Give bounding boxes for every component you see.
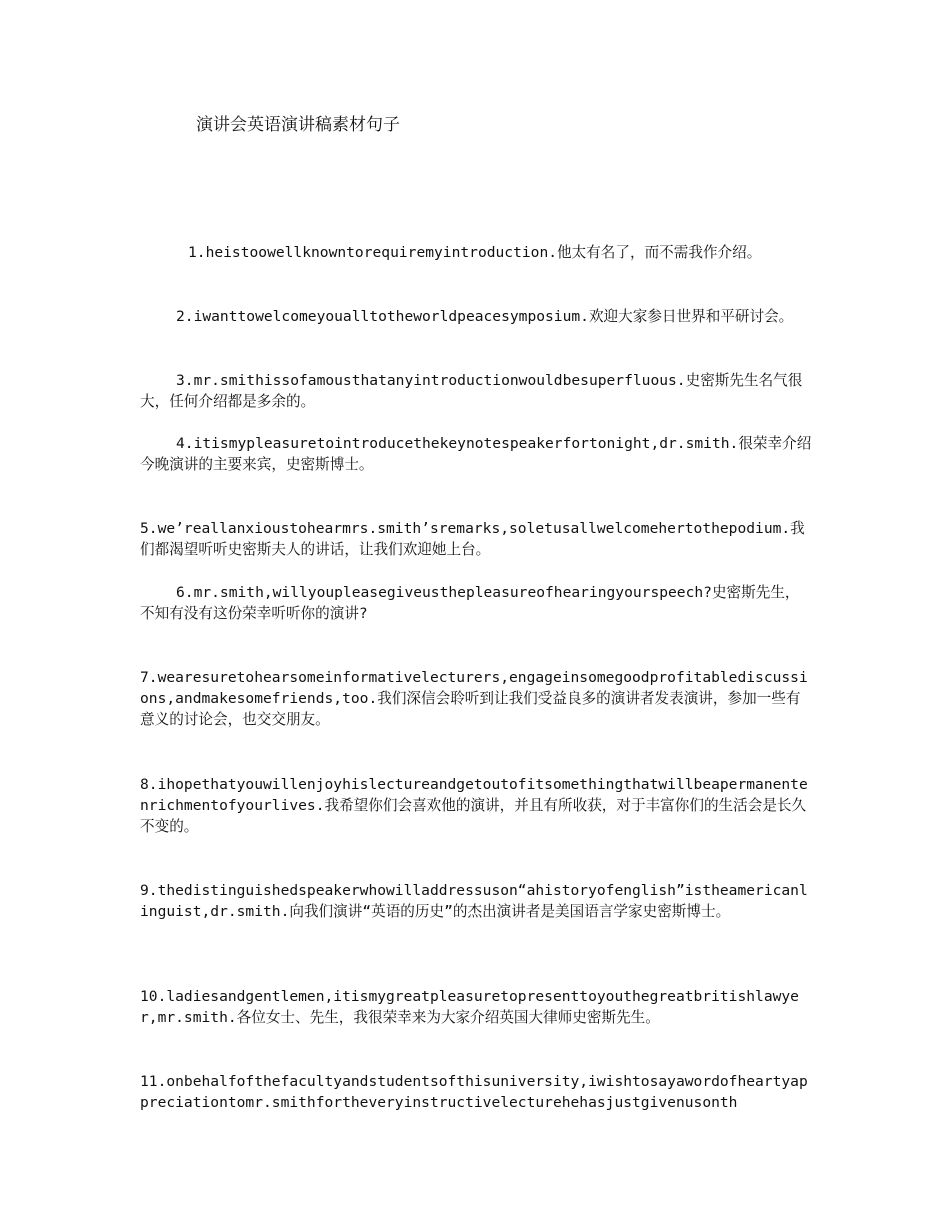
paragraph-1: 1.heistoowellknowntorequiremyintroduction.他太有名了，而不需我作介绍。 <box>188 244 762 261</box>
paragraph-5: 5.we’reallanxioustohearmrs.smith’sremarks,soletusallwelcomehertothepodium.我们都渴望听听史密斯夫人的讲话，让我们欢迎她上台。 <box>140 520 805 558</box>
paragraph-2: 2.iwanttowelcomeyoualltotheworldpeacesymposium.欢迎大家参日世界和平研讨会。 <box>176 308 794 325</box>
paragraph-4: 4.itismypleasuretointroducethekeynotespeakerfortonight,dr.smith.很荣幸介绍今晚演讲的主要来宾，史密斯博士。 <box>140 435 812 473</box>
paragraph-3: 3.mr.smithissofamousthatanyintroductionwouldbesuperfluous.史密斯先生名气很大，任何介绍都是多余的。 <box>140 372 803 410</box>
paragraph-6: 6.mr.smith,willyoupleasegiveusthepleasureofhearingyourspeech?史密斯先生，不知有没有这份荣幸听听你的演讲? <box>140 584 800 622</box>
document-title: 演讲会英语演讲稿素材句子 <box>196 115 400 135</box>
paragraph-8: 8.ihopethatyouwillenjoyhislectureandgetoutofitsomethingthatwillbeapermanentenrichmentofyourlives.我希望你们会喜欢他的演讲，并且有所收获，对于丰富你们的生活会是长久不变的。 <box>140 776 808 835</box>
paragraph-9: 9.thedistinguishedspeakerwhowilladdressuson“ahistoryofenglish”istheamericanlinguist,dr.smith.向我们演讲“英语的历史”的杰出演讲者是美国语言学家史密斯博士。 <box>140 882 808 920</box>
paragraph-11: 11.onbehalfofthefacultyandstudentsofthisuniversity,iwishtosayawordofheartyappreciationtomr.smithfortheveryinstructivelecturehehasjustgivenusonth <box>140 1073 808 1111</box>
paragraph-10: 10.ladiesandgentlemen,itismygreatpleasuretopresenttoyouthegreatbritishlawyer,mr.smith.各位女士、先生，我很荣幸来为大家介绍英国大律师史密斯先生。 <box>140 988 799 1026</box>
paragraph-7: 7.wearesuretohearsomeinformativelecturers,engageinsomegoodprofitablediscussions,andmakesomefriends,too.我们深信会聆听到让我们受益良多的演讲者发表演讲，参加一些有意义的讨论会，也交交朋友。 <box>140 669 808 728</box>
